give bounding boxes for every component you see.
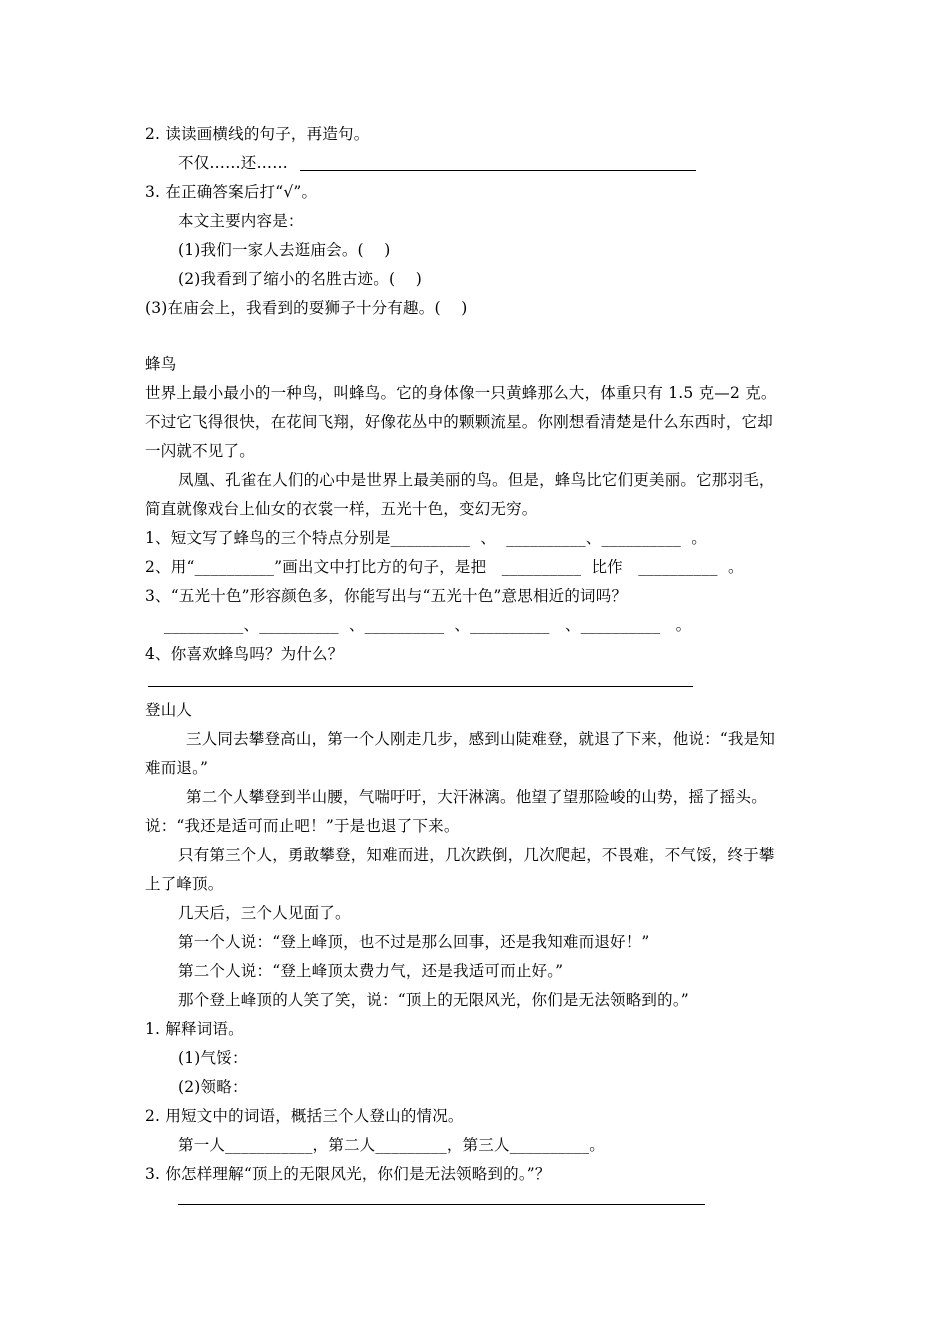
s1-q2-prompt: 不仅……还……: [178, 154, 288, 172]
s2-question: 4、你喜欢蜂鸟吗？为什么？: [145, 645, 344, 663]
s3-q2-label: 2. 用短文中的词语，概括三个人登山的情况。: [145, 1107, 464, 1125]
s1-q3-option[interactable]: (3)在庙会上，我看到的耍狮子十分有趣。( ): [145, 299, 468, 317]
s2-q4-answer-line[interactable]: [148, 686, 693, 687]
s2-paragraph-line: 不过它飞得很快，在花间飞翔，好像花丛中的颗颗流星。你刚想看清楚是什么东西时，它却: [145, 413, 774, 431]
s3-paragraph-line: 说：“我还是适可而止吧！”于是也退了下来。: [145, 817, 460, 835]
s1-q3-label: 3. 在正确答案后打“√”。: [145, 183, 318, 201]
s2-question-blanks[interactable]: __________、__________ 、__________ 、__________ 、__________ 。: [164, 616, 692, 634]
s2-paragraph-line: 一闪就不见了。: [145, 442, 255, 460]
s3-q1-label: 1. 解释词语。: [145, 1020, 244, 1038]
s3-paragraph-line: 第二个人攀登到半山腰，气喘吁吁，大汗淋漓。他望了望那险峻的山势，摇了摇头。: [186, 788, 767, 806]
s3-paragraph-line: 三人同去攀登高山，第一个人刚走几步，感到山陡难登，就退了下来，他说：“我是知: [186, 730, 776, 748]
s3-title: 登山人: [145, 701, 193, 719]
s2-title: 蜂鸟: [145, 355, 177, 373]
s3-q1-item[interactable]: (2)领略：: [178, 1078, 248, 1096]
s3-paragraph-line: 那个登上峰顶的人笑了笑，说：“顶上的无限风光，你们是无法领略到的。”: [178, 991, 689, 1009]
s3-paragraph-line: 第一个人说：“登上峰顶，也不过是那么回事，还是我知难而退好！”: [178, 933, 650, 951]
s3-paragraph-line: 难而退。”: [145, 759, 209, 777]
s3-paragraph-line: 只有第三个人，勇敢攀登，知难而进，几次跌倒，几次爬起，不畏难，不气馁，终于攀: [178, 846, 775, 864]
s3-paragraph-line: 第二个人说：“登上峰顶太费力气，还是我适可而止好。”: [178, 962, 564, 980]
s1-q3-intro: 本文主要内容是：: [178, 212, 304, 230]
s2-paragraph-line: 简直就像戏台上仙女的衣裳一样，五光十色，变幻无穷。: [145, 500, 538, 518]
s3-q3-label: 3. 你怎样理解“顶上的无限风光，你们是无法领略到的。”？: [145, 1165, 551, 1183]
s3-paragraph-line: 上了峰顶。: [145, 875, 224, 893]
s3-q1-item[interactable]: (1)气馁：: [178, 1049, 248, 1067]
s2-paragraph-line: 凤凰、孔雀在人们的心中是世界上最美丽的鸟。但是，蜂鸟比它们更美丽。它那羽毛，: [178, 471, 775, 489]
s2-question[interactable]: 2、用“__________”画出文中打比方的句子，是把 __________ 比作 __________ 。: [145, 558, 744, 576]
s3-q2-answer[interactable]: 第一人___________，第二人_________，第三人__________。: [178, 1136, 605, 1154]
s2-paragraph-line: 世界上最小最小的一种鸟，叫蜂鸟。它的身体像一只黄蜂那么大，体重只有 1.5 克—2 克。: [145, 384, 777, 402]
s1-q2-label: 2. 读读画横线的句子，再造句。: [145, 125, 370, 143]
s1-q3-option[interactable]: (2)我看到了缩小的名胜古迹。( ): [178, 270, 422, 288]
s3-paragraph-line: 几天后，三个人见面了。: [178, 904, 351, 922]
s3-q3-answer-line[interactable]: [178, 1204, 705, 1205]
s1-q2-answer-line[interactable]: [300, 170, 696, 171]
s1-q3-option[interactable]: (1)我们一家人去逛庙会。( ): [178, 241, 391, 259]
s2-question[interactable]: 1、短文写了蜂鸟的三个特点分别是__________ 、 __________、__________ 。: [145, 529, 707, 547]
s2-question: 3、“五光十色”形容颜色多，你能写出与“五光十色”意思相近的词吗？: [145, 587, 628, 605]
